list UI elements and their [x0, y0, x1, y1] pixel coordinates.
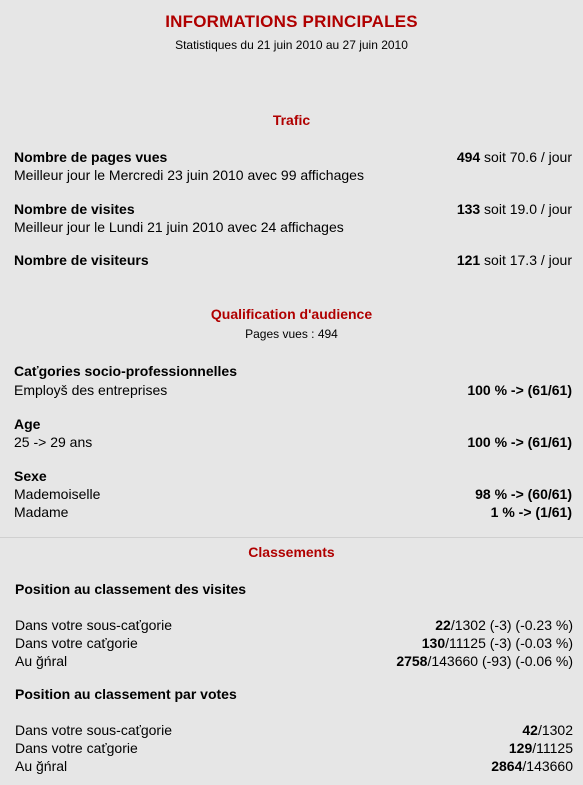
page-title: INFORMATIONS PRINCIPALES	[165, 12, 418, 31]
visiteurs-value	[457, 252, 572, 268]
votes-rank-value-0	[522, 722, 573, 738]
visites-rank-rest-1: /11125 (-3) (-0.03 %)	[445, 635, 573, 651]
sexe-item-value-1: 1 % -> (1/61)	[490, 504, 572, 520]
section-title-classements: Classements	[248, 544, 335, 560]
csp-item-value: 100 % -> (61/61)	[467, 382, 572, 398]
visites-rank-2: 2758	[396, 653, 428, 669]
page-subtitle: Statistiques du 21 juin 2010 au 27 juin 2010	[175, 38, 408, 52]
votes-rank-label-0: Dans votre sous-caťgorie	[15, 722, 172, 738]
age-item-value: 100 % -> (61/61)	[467, 434, 572, 450]
section-title-trafic: Trafic	[272, 112, 311, 128]
sexe-item-value-0: 98 % -> (60/61)	[475, 486, 572, 502]
age-item-label: 25 -> 29 ans	[14, 434, 93, 450]
pages-vues-detail: Meilleur jour le Mercredi 23 juin 2010 avec 99 affichages	[14, 167, 364, 183]
visites-rank-label-2: Au ğńral	[15, 653, 68, 669]
visites-suffix: soit 19.0 / jour	[480, 201, 572, 217]
visites-rank-0: 22	[435, 617, 451, 633]
classement-votes-label: Position au classement par votes	[15, 686, 237, 702]
audience-pages-vues: Pages vues : 494	[245, 327, 338, 341]
votes-rank-value-2	[491, 758, 573, 774]
votes-rank-rest-0: /1302	[537, 722, 573, 738]
visiteurs-count: 121	[456, 252, 481, 268]
sexe-item-label-0: Mademoiselle	[14, 486, 101, 502]
visiteurs-suffix: soit 17.3 / jour	[480, 252, 572, 268]
votes-rank-label-1: Dans votre caťgorie	[15, 740, 138, 756]
pages-vues-suffix: soit 70.6 / jour	[480, 149, 572, 165]
votes-rank-1: 129	[508, 740, 533, 756]
votes-rank-2: 2864	[491, 758, 523, 774]
votes-rank-rest-2: /143660	[522, 758, 573, 774]
pages-vues-label: Nombre de pages vues	[14, 149, 168, 165]
votes-rank-rest-1: /11125	[532, 740, 573, 756]
visites-rank-rest-0: /1302 (-3) (-0.23 %)	[450, 617, 573, 633]
visites-detail: Meilleur jour le Lundi 21 juin 2010 avec 24 affichages	[14, 219, 344, 235]
classement-visites-label: Position au classement des visites	[15, 581, 247, 597]
visites-rank-value-2	[396, 653, 573, 669]
sexe-item-label-1: Madame	[14, 504, 69, 520]
votes-rank-label-2: Au ğńral	[15, 758, 68, 774]
visites-value	[457, 201, 572, 217]
visites-rank-label-0: Dans votre sous-caťgorie	[15, 617, 172, 633]
visites-count: 133	[456, 201, 481, 217]
csp-label: Caťgories socio-professionnelles	[14, 363, 237, 379]
age-label: Age	[14, 416, 41, 432]
visites-rank-value-1	[422, 635, 573, 651]
visites-rank-rest-2: /143660 (-93) (-0.06 %)	[427, 653, 573, 669]
visiteurs-label: Nombre de visiteurs	[14, 252, 149, 268]
votes-rank-value-1	[509, 740, 573, 756]
visites-rank-value-0	[435, 617, 573, 633]
visites-rank-label-1: Dans votre caťgorie	[15, 635, 138, 651]
pages-vues-count: 494	[456, 149, 481, 165]
sexe-label: Sexe	[14, 468, 47, 484]
pages-vues-value	[457, 149, 572, 165]
visites-rank-1: 130	[421, 635, 446, 651]
votes-rank-0: 42	[522, 722, 538, 738]
section-title-audience: Qualification d'audience	[210, 306, 373, 322]
csp-item-label: Employš des entreprises	[14, 382, 168, 398]
visites-label: Nombre de visites	[14, 201, 135, 217]
